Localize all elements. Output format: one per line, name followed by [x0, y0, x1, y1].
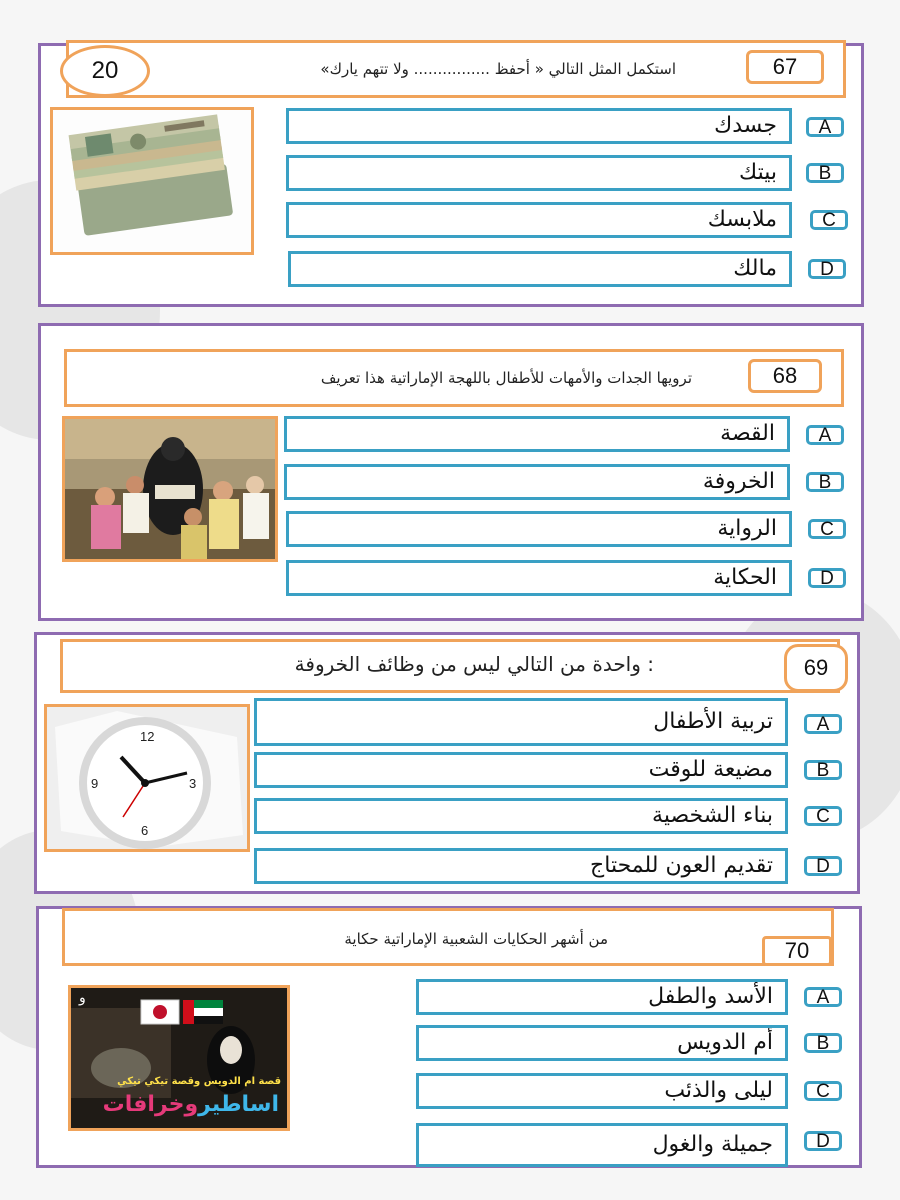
money-illustration	[53, 110, 251, 252]
answer-option-c[interactable]: بناء الشخصية	[254, 798, 788, 834]
option-letter-c[interactable]: C	[804, 1081, 842, 1101]
question-number: 69	[784, 644, 848, 692]
question-text: ترويها الجدات والأمهات للأطفال باللهجة الإماراتية هذا تعريف	[320, 369, 692, 387]
page-badge: 20	[60, 45, 150, 97]
option-letter-a[interactable]: A	[804, 714, 842, 734]
option-letter-c[interactable]: C	[804, 806, 842, 826]
question-number: 67	[746, 50, 824, 84]
answer-option-b[interactable]: الخروفة	[284, 464, 790, 500]
option-letter-b[interactable]: B	[804, 1033, 842, 1053]
money-stack-image	[50, 107, 254, 255]
answer-option-b[interactable]: أم الدويس	[416, 1025, 788, 1061]
option-letter-a[interactable]: A	[806, 425, 844, 445]
answer-option-d[interactable]: تقديم العون للمحتاج	[254, 848, 788, 884]
answer-option-c[interactable]: ملابسك	[286, 202, 792, 238]
question-number: 70	[762, 936, 832, 966]
option-letter-b[interactable]: B	[806, 163, 844, 183]
svg-text:6: 6	[141, 823, 149, 838]
wall-clock-image	[44, 704, 250, 852]
question-text: : واحدة من التالي ليس من وظائف الخروفة	[294, 652, 654, 676]
option-letter-b[interactable]: B	[806, 472, 844, 492]
svg-text:12: 12	[140, 729, 155, 744]
option-letter-a[interactable]: A	[804, 987, 842, 1007]
grandmother-storytelling-image	[62, 416, 278, 562]
answer-option-a[interactable]: الأسد والطفل	[416, 979, 788, 1015]
question-text: استكمل المثل التالي « أحفظ ................ ولا تتهم يارك»	[320, 60, 676, 78]
option-letter-d[interactable]: D	[804, 856, 842, 876]
question-text: من أشهر الحكايات الشعبية الإماراتية حكاية	[344, 930, 608, 948]
cover-caption-top: قصة ام الدويس وقصة تيكي تيكي	[117, 1076, 281, 1087]
clock-illustration	[47, 707, 247, 849]
storytelling-illustration	[65, 419, 275, 559]
answer-option-d[interactable]: الحكاية	[286, 560, 792, 596]
question-number: 68	[748, 359, 822, 393]
cover-title	[103, 1092, 279, 1117]
option-letter-d[interactable]: D	[808, 568, 846, 588]
option-letter-b[interactable]: B	[804, 760, 842, 780]
answer-option-c[interactable]: الرواية	[286, 511, 792, 547]
option-letter-d[interactable]: D	[804, 1131, 842, 1151]
option-letter-c[interactable]: C	[810, 210, 848, 230]
cover-title-word-a: اساطير	[198, 1092, 279, 1117]
cover-title-word-b: وخرافات	[102, 1092, 199, 1117]
answer-option-b[interactable]: بيتك	[286, 155, 792, 191]
answer-option-a[interactable]: جسدك	[286, 108, 792, 144]
option-letter-c[interactable]: C	[808, 519, 846, 539]
option-letter-d[interactable]: D	[808, 259, 846, 279]
answer-option-d[interactable]: مالك	[288, 251, 792, 287]
answer-option-a[interactable]: تربية الأطفال	[254, 698, 788, 746]
answer-option-a[interactable]: القصة	[284, 416, 790, 452]
answer-option-d[interactable]: جميلة والغول	[416, 1123, 788, 1167]
option-letter-a[interactable]: A	[806, 117, 844, 137]
folk-tales-cover-image	[68, 985, 290, 1131]
answer-option-c[interactable]: ليلى والذئب	[416, 1073, 788, 1109]
svg-text:3: 3	[189, 776, 197, 791]
svg-text:9: 9	[91, 776, 99, 791]
answer-option-b[interactable]: مضيعة للوقت	[254, 752, 788, 788]
svg-text:و: و	[79, 990, 86, 1006]
